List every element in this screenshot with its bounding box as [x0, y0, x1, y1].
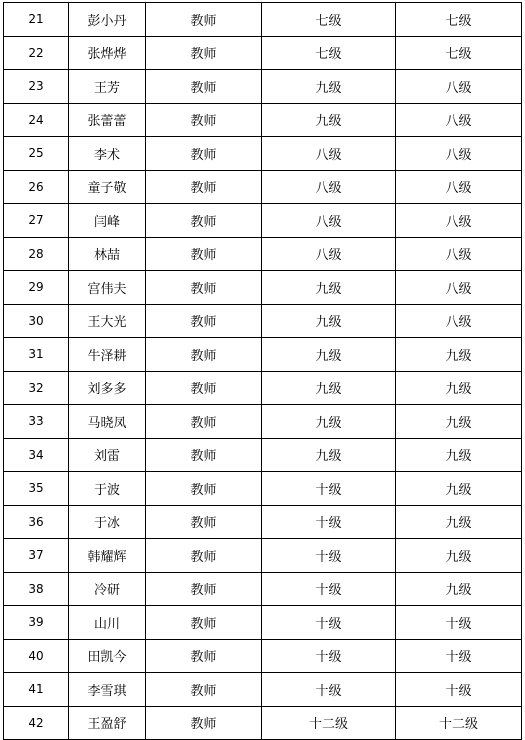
- table-row: [4, 271, 522, 305]
- name-cell: 彭小丹: [69, 3, 146, 37]
- role-cell: 教师: [146, 304, 262, 338]
- level-a-cell: 九级: [262, 304, 396, 338]
- name-cell: 刘多多: [69, 371, 146, 405]
- row-number-cell: 26: [4, 170, 69, 204]
- table-row: [4, 572, 522, 606]
- table-row: [4, 137, 522, 171]
- level-a-cell: 八级: [262, 170, 396, 204]
- level-a-cell: 十级: [262, 539, 396, 573]
- name-cell: 王芳: [69, 70, 146, 104]
- row-number-cell: 41: [4, 673, 69, 707]
- role-cell: 教师: [146, 170, 262, 204]
- table-row: [4, 170, 522, 204]
- table-row: [4, 606, 522, 640]
- role-cell: 教师: [146, 237, 262, 271]
- table-row: [4, 3, 522, 37]
- table-row: [4, 304, 522, 338]
- row-number-cell: 25: [4, 137, 69, 171]
- row-number-cell: 22: [4, 36, 69, 70]
- level-b-cell: 八级: [396, 70, 522, 104]
- staff-level-table: [3, 2, 522, 740]
- role-cell: 教师: [146, 204, 262, 238]
- level-a-cell: 九级: [262, 70, 396, 104]
- level-a-cell: 十级: [262, 472, 396, 506]
- name-cell: 林喆: [69, 237, 146, 271]
- level-b-cell: 八级: [396, 137, 522, 171]
- table-row: [4, 438, 522, 472]
- row-number-cell: 31: [4, 338, 69, 372]
- level-a-cell: 十级: [262, 673, 396, 707]
- row-number-cell: 34: [4, 438, 69, 472]
- level-b-cell: 十二级: [396, 706, 522, 740]
- name-cell: 王盈舒: [69, 706, 146, 740]
- table-row: [4, 639, 522, 673]
- table-row: [4, 36, 522, 70]
- level-b-cell: 十级: [396, 606, 522, 640]
- row-number-cell: 39: [4, 606, 69, 640]
- row-number-cell: 33: [4, 405, 69, 439]
- role-cell: 教师: [146, 572, 262, 606]
- level-b-cell: 七级: [396, 3, 522, 37]
- role-cell: 教师: [146, 505, 262, 539]
- level-a-cell: 九级: [262, 103, 396, 137]
- level-a-cell: 九级: [262, 271, 396, 305]
- role-cell: 教师: [146, 706, 262, 740]
- role-cell: 教师: [146, 606, 262, 640]
- level-a-cell: 七级: [262, 3, 396, 37]
- level-a-cell: 十二级: [262, 706, 396, 740]
- role-cell: 教师: [146, 338, 262, 372]
- name-cell: 张蕾蕾: [69, 103, 146, 137]
- row-number-cell: 37: [4, 539, 69, 573]
- level-a-cell: 十级: [262, 572, 396, 606]
- level-a-cell: 九级: [262, 438, 396, 472]
- level-b-cell: 八级: [396, 170, 522, 204]
- level-b-cell: 九级: [396, 472, 522, 506]
- role-cell: 教师: [146, 137, 262, 171]
- level-a-cell: 十级: [262, 639, 396, 673]
- name-cell: 冷研: [69, 572, 146, 606]
- role-cell: 教师: [146, 70, 262, 104]
- name-cell: 张烨烨: [69, 36, 146, 70]
- level-b-cell: 九级: [396, 405, 522, 439]
- table-row: [4, 338, 522, 372]
- row-number-cell: 24: [4, 103, 69, 137]
- row-number-cell: 35: [4, 472, 69, 506]
- row-number-cell: 30: [4, 304, 69, 338]
- level-a-cell: 九级: [262, 371, 396, 405]
- role-cell: 教师: [146, 3, 262, 37]
- level-b-cell: 九级: [396, 572, 522, 606]
- table-row: [4, 706, 522, 740]
- role-cell: 教师: [146, 371, 262, 405]
- name-cell: 马晓凤: [69, 405, 146, 439]
- name-cell: 宫伟夫: [69, 271, 146, 305]
- name-cell: 田凯今: [69, 639, 146, 673]
- row-number-cell: 23: [4, 70, 69, 104]
- role-cell: 教师: [146, 472, 262, 506]
- level-a-cell: 十级: [262, 505, 396, 539]
- role-cell: 教师: [146, 271, 262, 305]
- role-cell: 教师: [146, 438, 262, 472]
- table-row: [4, 673, 522, 707]
- row-number-cell: 27: [4, 204, 69, 238]
- role-cell: 教师: [146, 36, 262, 70]
- level-b-cell: 九级: [396, 505, 522, 539]
- role-cell: 教师: [146, 639, 262, 673]
- level-a-cell: 十级: [262, 606, 396, 640]
- table-row: [4, 103, 522, 137]
- table-row: [4, 539, 522, 573]
- role-cell: 教师: [146, 673, 262, 707]
- name-cell: 刘雷: [69, 438, 146, 472]
- name-cell: 童子敬: [69, 170, 146, 204]
- table-row: [4, 237, 522, 271]
- level-a-cell: 七级: [262, 36, 396, 70]
- table-row: [4, 204, 522, 238]
- table-body: [4, 3, 522, 740]
- row-number-cell: 36: [4, 505, 69, 539]
- row-number-cell: 38: [4, 572, 69, 606]
- level-a-cell: 八级: [262, 204, 396, 238]
- table-row: [4, 405, 522, 439]
- level-a-cell: 八级: [262, 137, 396, 171]
- level-a-cell: 九级: [262, 338, 396, 372]
- level-b-cell: 九级: [396, 539, 522, 573]
- name-cell: 于冰: [69, 505, 146, 539]
- level-b-cell: 九级: [396, 371, 522, 405]
- level-b-cell: 八级: [396, 271, 522, 305]
- name-cell: 山川: [69, 606, 146, 640]
- level-b-cell: 八级: [396, 237, 522, 271]
- level-b-cell: 八级: [396, 304, 522, 338]
- table-row: [4, 472, 522, 506]
- name-cell: 王大光: [69, 304, 146, 338]
- row-number-cell: 29: [4, 271, 69, 305]
- role-cell: 教师: [146, 405, 262, 439]
- row-number-cell: 28: [4, 237, 69, 271]
- name-cell: 韩耀辉: [69, 539, 146, 573]
- table-row: [4, 505, 522, 539]
- table-row: [4, 371, 522, 405]
- level-a-cell: 九级: [262, 405, 396, 439]
- name-cell: 于波: [69, 472, 146, 506]
- level-b-cell: 十级: [396, 673, 522, 707]
- role-cell: 教师: [146, 103, 262, 137]
- level-b-cell: 十级: [396, 639, 522, 673]
- role-cell: 教师: [146, 539, 262, 573]
- level-b-cell: 八级: [396, 204, 522, 238]
- row-number-cell: 21: [4, 3, 69, 37]
- level-b-cell: 九级: [396, 338, 522, 372]
- name-cell: 李雪琪: [69, 673, 146, 707]
- row-number-cell: 40: [4, 639, 69, 673]
- level-b-cell: 七级: [396, 36, 522, 70]
- row-number-cell: 32: [4, 371, 69, 405]
- name-cell: 牛泽耕: [69, 338, 146, 372]
- level-b-cell: 九级: [396, 438, 522, 472]
- row-number-cell: 42: [4, 706, 69, 740]
- table-row: [4, 70, 522, 104]
- name-cell: 闫峰: [69, 204, 146, 238]
- level-b-cell: 八级: [396, 103, 522, 137]
- level-a-cell: 八级: [262, 237, 396, 271]
- name-cell: 李术: [69, 137, 146, 171]
